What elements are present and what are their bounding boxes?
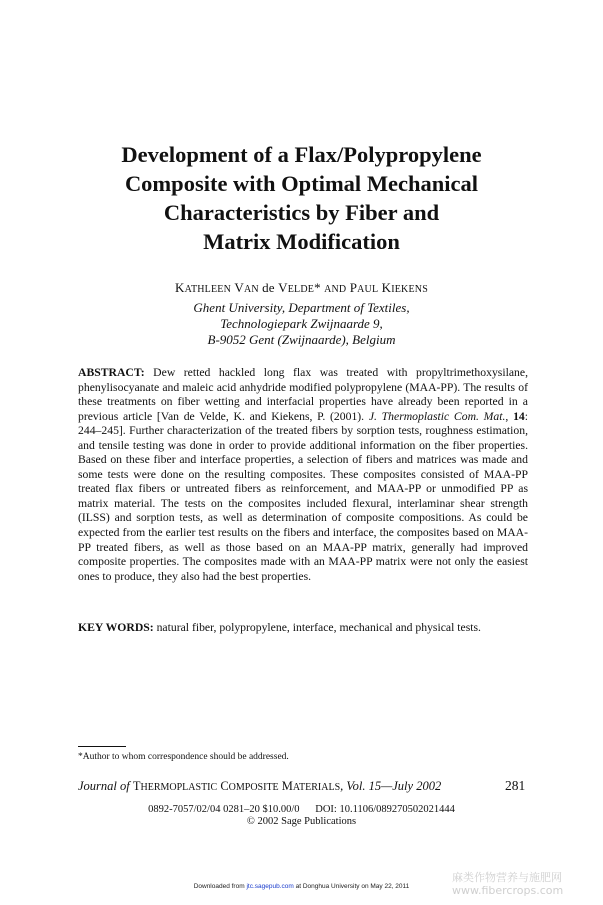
journal-volume-date: , Vol. 15—July 2002: [340, 779, 442, 793]
watermark-line-2: www.fibercrops.com: [452, 884, 564, 897]
author-and: AND: [324, 284, 347, 295]
author-1-last-v2: V: [278, 280, 288, 295]
abstract-paragraph: [78, 366, 528, 584]
author-2-first-rest: AUL: [357, 284, 379, 295]
journal-t-initial: T: [132, 779, 141, 793]
corresponding-star: *: [314, 280, 321, 295]
journal-t-rest: HERMOPLASTIC: [140, 782, 218, 793]
abstract-label: ABSTRACT:: [78, 366, 145, 379]
download-post: at Donghua University on May 22, 2011: [293, 883, 410, 890]
journal-c-initial: C: [220, 779, 229, 793]
author-2-last-rest: IEKENS: [391, 284, 428, 295]
footnote: *Author to whom correspondence should be addressed.: [78, 752, 289, 762]
keywords-paragraph: [78, 621, 528, 636]
abstract-text-1: Dew retted hackled long flax was treated with propyltrimethoxysilane, phenylisocyanate and maleic acid anhydride modified polypropylene (MAA-PP). The results of these treatments on fiber wetting and interfacial properties have already been reported in a previous article [Van de Velde, K. and Kiekens, P. (2001).: [78, 366, 528, 423]
author-1-last-de: de: [262, 280, 275, 295]
download-pre: Downloaded from: [193, 883, 247, 890]
journal-m-initial: M: [281, 779, 293, 793]
affiliation-line-3: B-9052 Gent (Zwijnaarde), Belgium: [207, 332, 396, 347]
author-1-last-rest: ELDE: [287, 284, 315, 295]
keywords-text: natural fiber, polypropylene, interface, mechanical and physical tests.: [153, 621, 481, 634]
author-line: [0, 280, 603, 296]
doi-line: 0892-7057/02/04 0281–20 $10.00/0 DOI: 10.1106/089270502021444: [148, 804, 455, 815]
journal-m-rest: ATERIALS: [292, 782, 341, 793]
title-line-2: Composite with Optimal Mechanical: [124, 171, 479, 196]
page-number: 281: [505, 778, 526, 793]
abstract-text-2: ,: [505, 409, 514, 423]
title-line-3: Characteristics by Fiber and: [163, 200, 440, 225]
abstract-volume: 14: [513, 409, 525, 423]
author-1-last-v: V: [234, 280, 244, 295]
affiliation: [0, 300, 603, 348]
download-link[interactable]: jtc.sagepub.com: [246, 883, 294, 890]
copyright-line: © 2002 Sage Publications: [246, 816, 357, 827]
journal-citation: [78, 779, 441, 794]
journal-of: Journal of: [78, 779, 133, 793]
author-2-last-initial: K: [381, 280, 392, 295]
watermark: [452, 871, 602, 897]
abstract-text-3: : 244–245]. Further characterization of the treated fibers by sorption tests, roughness estimation, and tensile testing was done in order to provide additional information on the fiber properties. Based on these fiber and interface properties, a selection of fibers and matrices was made and some tests were done on the resulting composites. These composites consisted of MAA-PP treated flax fibers or untreated fibers as reinforcement, and MAA-PP or unmodified PP as matrix material. The tests on the composites included flexural, interlaminar shear strength (ILSS) and sorption tests, as well as determination of composite compositions. As could be expected from the earlier test results on the fibers and interface, the composites based on MAA-PP treated fibers, as well as those based on an MAA-PP matrix, generally had improved composite properties. The composites made with an MAA-PP matrix were not only the easiest ones to produce, they also had the best properties.: [78, 409, 528, 583]
paper-title: [40, 140, 563, 256]
author-1-first-rest: ATHLEEN: [184, 284, 232, 295]
watermark-line-1: 麻类作物营养与施肥网: [452, 871, 562, 884]
title-line-1: Development of a Flax/Polypropylene: [121, 142, 482, 167]
title-line-4: Matrix Modification: [203, 229, 400, 254]
abstract-journal-ref: J. Thermoplastic Com. Mat.: [368, 409, 506, 423]
keywords-label: KEY WORDS:: [78, 621, 154, 634]
footnote-rule: [78, 746, 126, 747]
author-1-last-an: AN: [243, 284, 259, 295]
affiliation-line-2: Technologiepark Zwijnaarde 9,: [220, 316, 383, 331]
journal-c-rest: OMPOSITE: [228, 782, 279, 793]
author-2-first-initial: P: [349, 280, 358, 295]
author-1-first-initial: K: [175, 280, 185, 295]
affiliation-line-1: Ghent University, Department of Textiles,: [193, 300, 410, 315]
